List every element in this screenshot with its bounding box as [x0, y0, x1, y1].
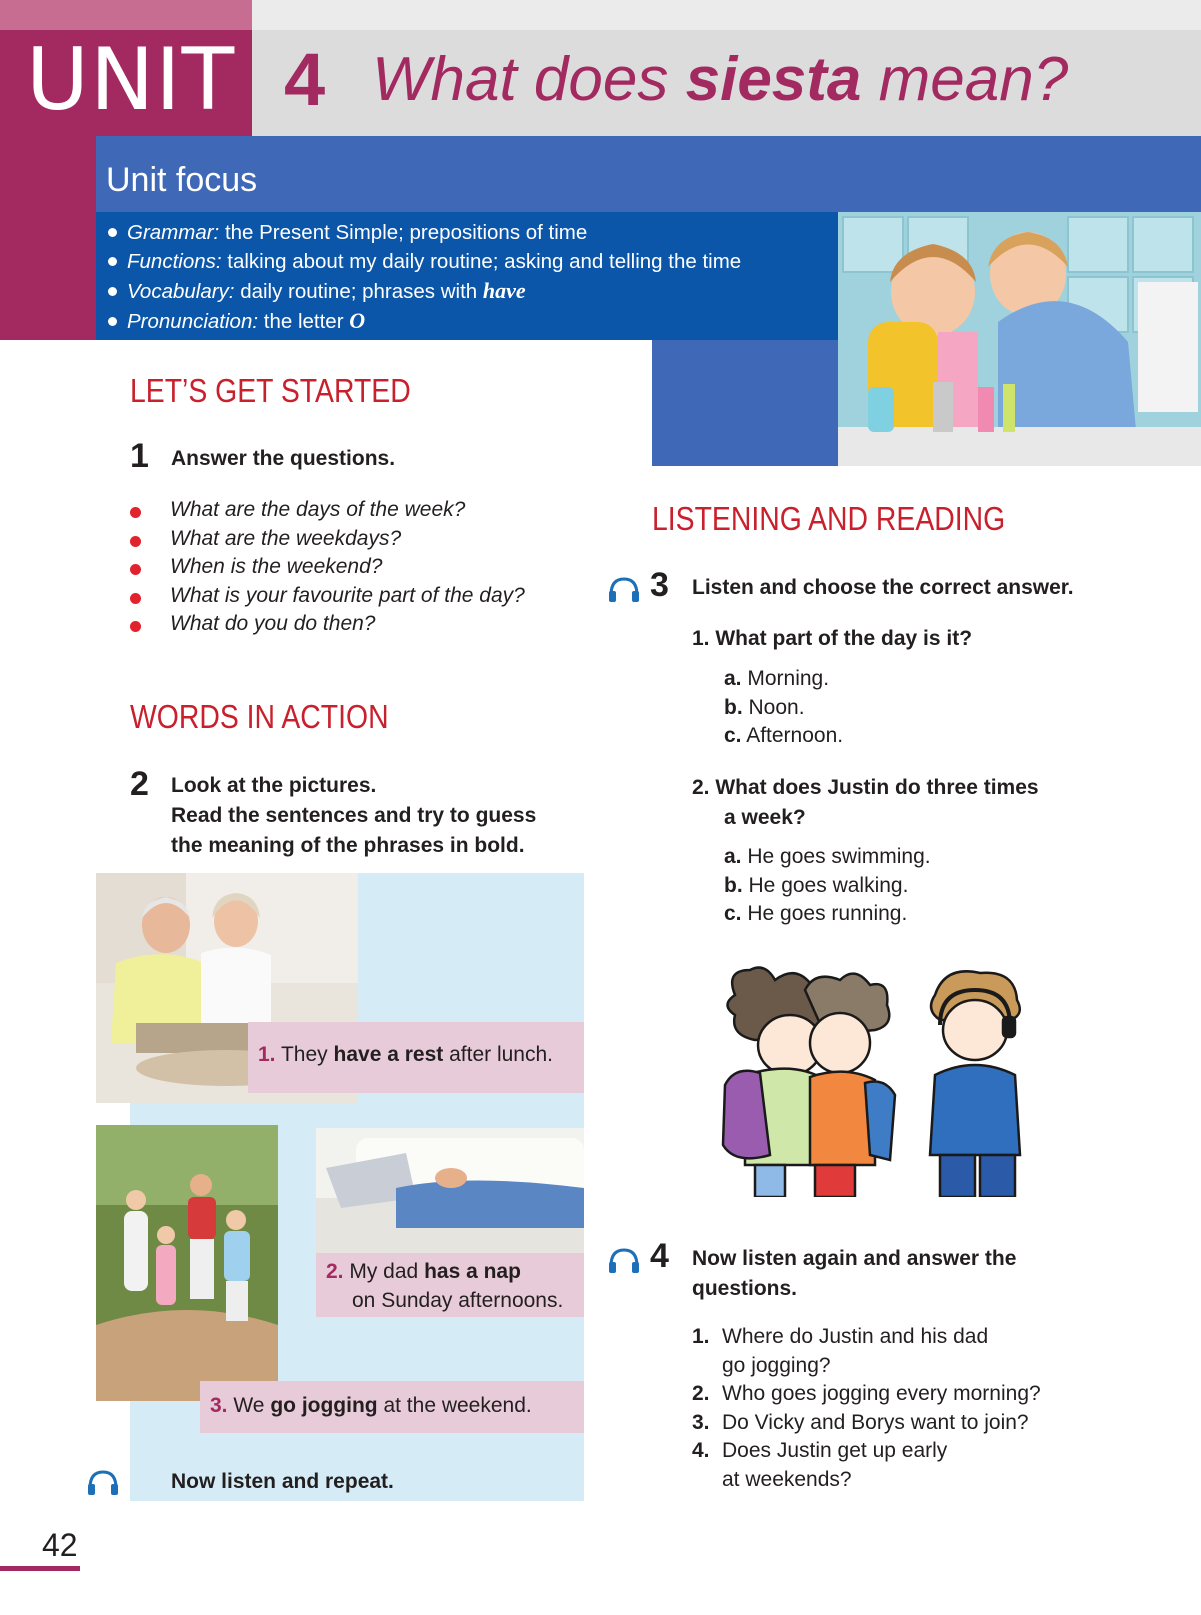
caption-number: 2. — [326, 1260, 344, 1283]
caption-line: on Sunday afternoons. — [352, 1289, 564, 1312]
question-number: 2. — [692, 1382, 710, 1406]
focus-item-vocabulary — [106, 276, 826, 306]
list-item — [692, 1437, 1041, 1494]
unit-focus-label: Unit focus — [106, 161, 258, 199]
started-questions-list — [130, 496, 525, 639]
list-item: What do you do then? — [130, 610, 525, 639]
answer-option[interactable] — [724, 722, 843, 751]
option-text: Morning. — [747, 667, 830, 690]
family-jogging-photo — [96, 1125, 278, 1401]
instruction-line: Read the sentences and try to guess — [171, 804, 537, 827]
answer-option[interactable] — [724, 872, 931, 901]
option-text: He goes running. — [747, 902, 908, 926]
exercise-3-audio-button[interactable] — [607, 575, 641, 608]
question-line — [692, 773, 1039, 803]
option-text: Afternoon. — [746, 724, 844, 748]
section-heading-words-in-action: WORDS IN ACTION — [130, 698, 389, 735]
bullet-icon — [108, 317, 117, 326]
answer-option[interactable] — [724, 900, 931, 929]
vocab-caption — [200, 1381, 584, 1433]
headphones-icon — [607, 1246, 641, 1274]
option-text: He goes swimming. — [747, 845, 931, 868]
question-text: at weekends? — [722, 1467, 852, 1491]
list-item: What are the weekdays? — [130, 525, 525, 554]
caption-phrase: have a rest — [333, 1043, 444, 1066]
option-text: Noon. — [748, 695, 805, 719]
focus-item-key: Pronunciation: — [127, 310, 259, 333]
list-item: What is your favourite part of the day? — [130, 582, 525, 611]
headphones-icon — [86, 1468, 120, 1496]
vocab-caption — [248, 1022, 584, 1093]
bullet-icon — [108, 287, 117, 296]
focus-item-text: talking about my daily routine; asking and telling the time — [221, 250, 742, 273]
question-text: go jogging? — [722, 1353, 831, 1377]
headphones-icon — [607, 575, 641, 603]
children-towels-photo — [838, 212, 1201, 466]
caption-number: 1. — [258, 1043, 276, 1066]
option-letter: c. — [724, 902, 742, 926]
focus-item-key: Functions: — [127, 250, 222, 273]
instruction-line: Look at the pictures. — [171, 774, 377, 797]
focus-item-grammar — [106, 218, 826, 247]
list-item: What are the days of the week? — [130, 496, 525, 525]
answer-option[interactable] — [724, 843, 931, 872]
caption-text: My dad — [349, 1260, 425, 1283]
focus-item-text: daily routine; phrases with — [234, 280, 483, 303]
unit-title-part1: What does — [372, 45, 686, 114]
option-letter: b. — [724, 695, 743, 719]
option-letter: c. — [724, 724, 742, 748]
question-number: 1. — [692, 627, 710, 650]
list-item — [692, 1323, 1041, 1380]
focus-item-emph: have — [482, 278, 526, 303]
focus-item-text: the Present Simple; prepositions of time — [219, 221, 588, 244]
section-heading-lets-get-started: LET’S GET STARTED — [130, 372, 411, 409]
dad-napping-photo — [316, 1128, 584, 1253]
caption-line — [326, 1257, 574, 1286]
exercise-instruction — [692, 1244, 1016, 1304]
list-item: When is the weekend? — [130, 553, 525, 582]
unit-number: 4 — [284, 38, 326, 121]
section-heading-listening-reading: LISTENING AND READING — [652, 500, 1006, 537]
question-text: Do Vicky and Borys want to join? — [722, 1410, 1029, 1434]
exercise-4-questions — [692, 1323, 1041, 1495]
unit-title-bold: siesta — [685, 45, 862, 114]
caption-number: 3. — [210, 1394, 228, 1417]
unit-title-part2: mean? — [861, 45, 1069, 114]
option-letter: b. — [724, 873, 743, 897]
focus-item-emph: O — [349, 308, 366, 333]
question-2-options — [724, 843, 931, 929]
exercise-number: 3 — [650, 566, 669, 604]
focus-item-functions — [106, 247, 826, 276]
cartoon-children-illustration — [715, 965, 1055, 1197]
option-letter: a. — [724, 667, 742, 690]
caption-text: We — [233, 1394, 271, 1417]
exercise-number: 4 — [650, 1237, 669, 1275]
caption-text: after lunch. — [443, 1043, 553, 1066]
unit-focus-band — [96, 136, 1201, 212]
question-text: Does Justin get up early — [722, 1439, 948, 1463]
unit-word: UNIT — [26, 30, 236, 130]
question-text: What does Justin do three times — [715, 776, 1039, 799]
bullet-icon — [108, 257, 117, 266]
caption-phrase: has a nap — [424, 1260, 521, 1283]
question-text: Who goes jogging every morning? — [722, 1382, 1041, 1406]
question-text: Where do Justin and his dad — [722, 1325, 989, 1348]
caption-text: They — [280, 1043, 334, 1066]
instruction-line: the meaning of the phrases in bold. — [171, 834, 525, 857]
exercise-number: 1 — [130, 437, 149, 475]
photo-backing-block — [652, 340, 838, 466]
question-number: 1. — [692, 1325, 710, 1348]
list-item — [692, 1409, 1041, 1438]
list-item — [692, 1380, 1041, 1409]
exercise-instruction — [171, 771, 536, 861]
question-number: 2. — [692, 776, 710, 799]
focus-item-text: the letter — [258, 310, 350, 333]
unit-title — [372, 40, 1068, 120]
option-text: He goes walking. — [748, 873, 909, 897]
question-number: 3. — [692, 1410, 710, 1434]
question-line: a week? — [724, 806, 806, 829]
side-accent-bar — [0, 136, 96, 340]
page-number-rule — [0, 1566, 80, 1571]
question-2 — [692, 773, 1039, 833]
instruction-line: questions. — [692, 1277, 798, 1300]
answer-option[interactable] — [724, 665, 843, 694]
caption-text: at the weekend. — [377, 1394, 532, 1417]
listen-audio-button[interactable] — [86, 1468, 120, 1501]
bullet-icon — [108, 228, 117, 237]
caption-phrase: go jogging — [270, 1394, 378, 1417]
exercise-4-audio-button[interactable] — [607, 1246, 641, 1279]
question-1-options — [724, 665, 843, 751]
header-top-strip — [252, 0, 1201, 30]
unit-focus-list — [106, 218, 826, 336]
question-1 — [692, 624, 972, 654]
page-number: 42 — [42, 1527, 78, 1563]
exercise-instruction: Listen and choose the correct answer. — [692, 576, 1074, 599]
instruction-line: Now listen again and answer the — [692, 1247, 1017, 1270]
focus-item-key: Grammar: — [127, 221, 220, 244]
exercise-number: 2 — [130, 765, 149, 803]
answer-option[interactable] — [724, 694, 843, 723]
focus-item-key: Vocabulary: — [127, 280, 235, 303]
question-text: What part of the day is it? — [715, 627, 973, 650]
unit-top-strip — [0, 0, 252, 30]
option-letter: a. — [724, 845, 742, 868]
listen-repeat-instruction: Now listen and repeat. — [171, 1470, 394, 1493]
exercise-instruction: Answer the questions. — [171, 447, 396, 470]
question-number: 4. — [692, 1439, 710, 1463]
vocab-caption — [316, 1253, 584, 1317]
focus-item-pronunciation — [106, 306, 826, 336]
